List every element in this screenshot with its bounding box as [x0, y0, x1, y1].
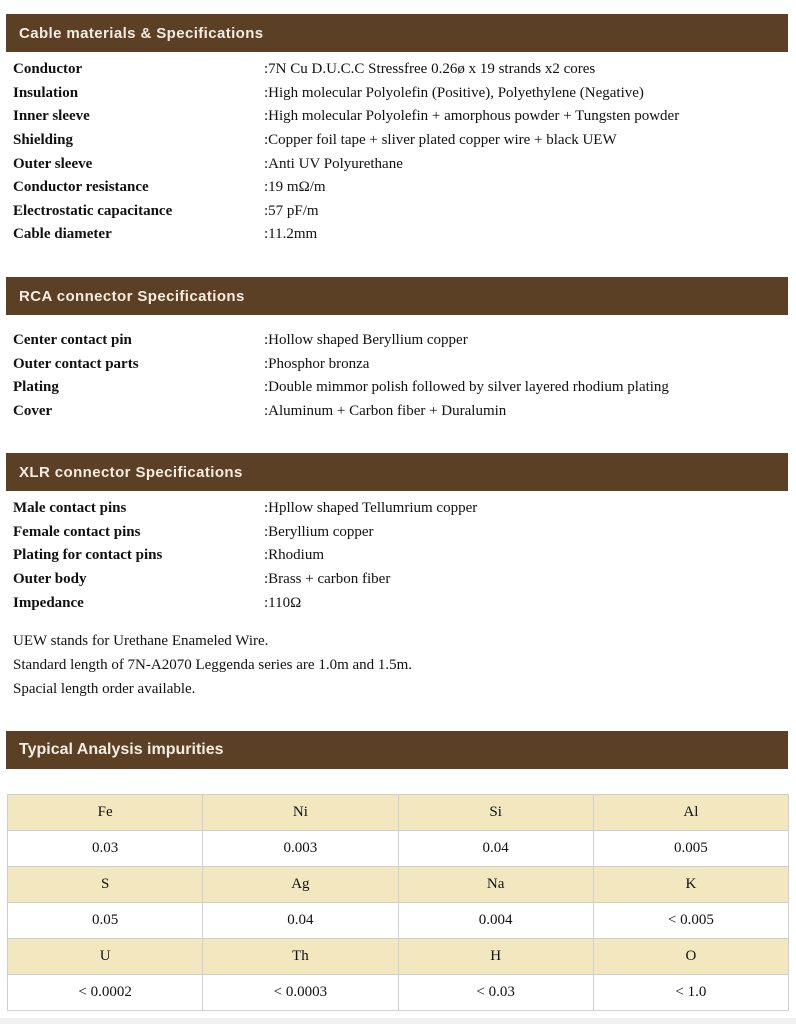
element-cell: H — [398, 939, 593, 975]
element-cell: Si — [398, 795, 593, 831]
value-cell: < 1.0 — [593, 975, 788, 1011]
element-cell: Na — [398, 867, 593, 903]
spec-label: Cable diameter — [13, 226, 112, 243]
table-row — [8, 939, 789, 975]
spec-row-outer-sleeve — [13, 152, 783, 176]
xlr-specs-header — [6, 453, 788, 491]
element-cell: O — [593, 939, 788, 975]
spec-label: Plating for contact pins — [13, 547, 163, 564]
spec-row-insulation — [13, 82, 783, 106]
xlr-specs-title: XLR connector Specifications — [19, 463, 243, 481]
notes-block — [13, 629, 412, 701]
rca-specs-list — [13, 329, 783, 423]
spec-value: :Anti UV Polyurethane — [264, 155, 403, 172]
value-cell: < 0.0002 — [8, 975, 203, 1011]
impurity-table — [7, 794, 789, 1011]
spec-label: Conductor resistance — [13, 179, 149, 196]
element-cell: K — [593, 867, 788, 903]
spec-row-electrostatic-capacitance — [13, 200, 783, 224]
spec-row-conductor-resistance — [13, 176, 783, 200]
spec-row-plating-contact-pins — [13, 544, 783, 568]
spec-value: :High molecular Polyolefin (Positive), Polyethylene (Negative) — [264, 84, 644, 101]
spec-label: Outer body — [13, 571, 87, 588]
spec-value: :Brass + carbon fiber — [264, 571, 391, 588]
spec-label: Outer contact parts — [13, 355, 139, 372]
element-cell: Al — [593, 795, 788, 831]
spec-label: Cover — [13, 403, 53, 420]
rca-specs-title: RCA connector Specifications — [19, 287, 245, 305]
bottom-strip — [0, 1018, 796, 1024]
xlr-specs-list — [13, 497, 783, 615]
value-cell: < 0.03 — [398, 975, 593, 1011]
spec-label: Electrostatic capacitance — [13, 202, 173, 219]
spec-value: :11.2mm — [264, 226, 318, 243]
spec-label: Inner sleeve — [13, 108, 90, 125]
spec-row-outer-body — [13, 568, 783, 592]
rca-specs-header — [6, 277, 788, 315]
cable-specs-header — [6, 14, 788, 52]
cable-specs-list — [13, 58, 783, 247]
spec-row-plating — [13, 376, 783, 400]
spec-label: Plating — [13, 379, 59, 396]
spec-value: :Copper foil tape + sliver plated copper wire + black UEW — [264, 132, 617, 149]
value-cell: < 0.0003 — [203, 975, 398, 1011]
spec-row-female-contact-pins — [13, 521, 783, 545]
value-cell: 0.04 — [398, 831, 593, 867]
spec-label: Male contact pins — [13, 500, 127, 517]
spec-value: :High molecular Polyolefin + amorphous powder + Tungsten powder — [264, 108, 680, 125]
note-line: UEW stands for Urethane Enameled Wire. — [13, 632, 269, 649]
spec-label: Shielding — [13, 132, 74, 149]
spec-row-outer-contact-parts — [13, 353, 783, 377]
impurities-title: Typical Analysis impurities — [19, 741, 224, 758]
impurities-header — [6, 731, 788, 769]
table-row — [8, 831, 789, 867]
spec-row-shielding — [13, 129, 783, 153]
spec-value: :57 pF/m — [264, 202, 319, 219]
element-cell: Fe — [8, 795, 203, 831]
value-cell: 0.05 — [8, 903, 203, 939]
element-cell: S — [8, 867, 203, 903]
spec-value: :19 mΩ/m — [264, 179, 326, 196]
spec-row-impedance — [13, 591, 783, 615]
table-row — [8, 795, 789, 831]
spec-value: :Hollow shaped Beryllium copper — [264, 332, 468, 349]
spec-row-male-contact-pins — [13, 497, 783, 521]
spec-value: :Hpllow shaped Tellumrium copper — [264, 500, 478, 517]
spec-value: :7N Cu D.U.C.C Stressfree 0.26ø x 19 strands x2 cores — [264, 61, 596, 78]
spec-label: Center contact pin — [13, 332, 132, 349]
spec-label: Outer sleeve — [13, 155, 93, 172]
note-line: Spacial length order available. — [13, 680, 196, 697]
spec-row-center-contact-pin — [13, 329, 783, 353]
element-cell: Ag — [203, 867, 398, 903]
value-cell: 0.004 — [398, 903, 593, 939]
table-row — [8, 867, 789, 903]
spec-value: :Double mimmor polish followed by silver layered rhodium plating — [264, 379, 669, 396]
spec-label: Female contact pins — [13, 523, 141, 540]
table-row — [8, 903, 789, 939]
spec-row-inner-sleeve — [13, 105, 783, 129]
spec-value: :Phosphor bronza — [264, 355, 370, 372]
spec-row-cable-diameter — [13, 223, 783, 247]
spec-label: Insulation — [13, 84, 79, 101]
spec-value: :Aluminum + Carbon fiber + Duralumin — [264, 403, 507, 420]
spec-label: Impedance — [13, 594, 84, 611]
value-cell: 0.005 — [593, 831, 788, 867]
element-cell: U — [8, 939, 203, 975]
cable-specs-title: Cable materials & Specifications — [19, 24, 264, 42]
value-cell: < 0.005 — [593, 903, 788, 939]
spec-value: :Beryllium copper — [264, 523, 374, 540]
spec-value: :110Ω — [264, 594, 302, 611]
element-cell: Th — [203, 939, 398, 975]
note-line: Standard length of 7N-A2070 Leggenda series are 1.0m and 1.5m. — [13, 656, 413, 673]
table-row — [8, 975, 789, 1011]
element-cell: Ni — [203, 795, 398, 831]
spec-label: Conductor — [13, 61, 83, 78]
value-cell: 0.003 — [203, 831, 398, 867]
spec-row-conductor — [13, 58, 783, 82]
spec-value: :Rhodium — [264, 547, 325, 564]
value-cell: 0.03 — [8, 831, 203, 867]
value-cell: 0.04 — [203, 903, 398, 939]
spec-row-cover — [13, 400, 783, 424]
